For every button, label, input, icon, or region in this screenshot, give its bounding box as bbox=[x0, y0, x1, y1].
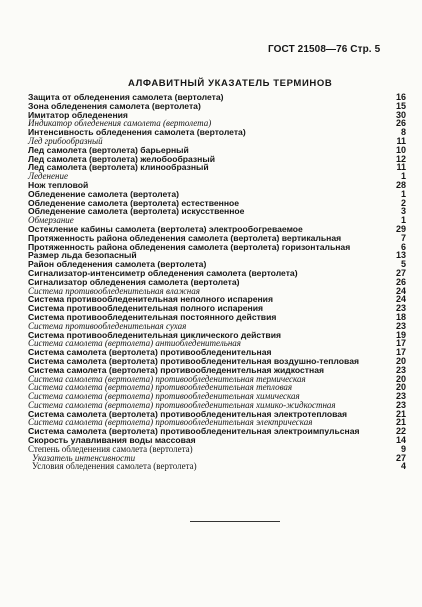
index-page-number: 30 bbox=[395, 109, 406, 120]
index-term: Система противообледенительная полного испарения bbox=[28, 303, 263, 314]
index-page-number: 1 bbox=[400, 188, 406, 199]
index-term: Скорость улавливания воды массовая bbox=[28, 435, 196, 446]
index-term: Имитатор обледенения bbox=[28, 109, 128, 120]
index-term: Система самолета (вертолета) противообледенительная электроимпульсная bbox=[28, 426, 360, 437]
index-term: Протяженность района обледенения самолета (вертолета) вертикальная bbox=[28, 232, 342, 243]
index-page-number: 23 bbox=[395, 320, 406, 331]
term-index-list bbox=[28, 93, 406, 471]
index-term: Сигнализатор обледенения самолета (вертолета) bbox=[28, 276, 240, 287]
index-page-number: 27 bbox=[395, 267, 406, 278]
index-page-number: 6 bbox=[400, 241, 406, 252]
index-page-number: 11 bbox=[396, 135, 406, 146]
index-page-number: 18 bbox=[395, 311, 406, 322]
index-term: Обмерзание bbox=[28, 215, 74, 226]
index-page-number: 12 bbox=[395, 153, 406, 164]
index-term: Обледенение самолета (вертолета) bbox=[28, 188, 180, 199]
index-page-number: 24 bbox=[395, 285, 406, 296]
index-term: Система противообледенительная влажная bbox=[28, 285, 200, 296]
index-page-number: 4 bbox=[400, 461, 406, 472]
index-page-number: 21 bbox=[395, 417, 406, 428]
index-term: Сигнализатор-интенсиметр обледенения самолета (вертолета) bbox=[28, 267, 298, 278]
index-term: Район обледенения самолета (вертолета) bbox=[28, 259, 207, 270]
index-page-number: 17 bbox=[395, 347, 406, 358]
index-entry bbox=[28, 163, 406, 172]
index-term: Условия обледенения самолета (вертолета) bbox=[32, 461, 197, 472]
index-term: Интенсивность обледенения самолета (вертолета) bbox=[28, 127, 246, 138]
index-term: Система самолета (вертолета) противообледенительная тепловая bbox=[28, 382, 293, 393]
index-term: Леденение bbox=[28, 171, 68, 182]
index-term: Система самолета (вертолета) противообледенительная термическая bbox=[28, 373, 306, 384]
index-term: Система самолета (вертолета) противообледенительная химико-жидкостная bbox=[28, 399, 336, 410]
index-page-number: 23 bbox=[395, 364, 406, 375]
index-term: Протяженность района обледенения самолета (вертолета) горизонтальная bbox=[28, 241, 351, 252]
index-page-number: 3 bbox=[400, 206, 406, 217]
index-term: Система противообледенительная неполного испарения bbox=[28, 294, 273, 305]
index-page-number: 27 bbox=[395, 452, 406, 463]
index-page-number: 17 bbox=[395, 338, 406, 349]
index-term: Лед самолета (вертолета) клинообразный bbox=[28, 162, 209, 173]
index-page-number: 23 bbox=[395, 391, 406, 402]
index-entry bbox=[28, 207, 406, 216]
index-term: Зона обледенения самолета (вертолета) bbox=[28, 100, 201, 111]
page-header: ГОСТ 21508—76 Стр. 5 bbox=[268, 44, 381, 55]
index-page-number: 14 bbox=[395, 435, 406, 446]
index-term: Индикатор обледенения самолета (вертолета) bbox=[28, 118, 212, 129]
index-page-number: 5 bbox=[400, 259, 406, 270]
index-page-number: 20 bbox=[395, 373, 406, 384]
index-term: Система самолета (вертолета) противообледенительная bbox=[28, 347, 272, 358]
index-page-number: 21 bbox=[395, 408, 406, 419]
index-term: Указатель интенсивности bbox=[32, 452, 136, 463]
index-page-number: 2 bbox=[400, 197, 406, 208]
index-term: Обледенение самолета (вертолета) естественное bbox=[28, 197, 240, 208]
index-term: Система противообледенительная циклического действия bbox=[28, 329, 281, 340]
index-term: Нож тепловой bbox=[28, 179, 89, 190]
index-page-number: 22 bbox=[395, 426, 406, 437]
index-page-number: 1 bbox=[400, 171, 406, 182]
index-page-number: 15 bbox=[395, 100, 406, 111]
index-term: Размер льда безопасный bbox=[28, 250, 137, 261]
index-page-number: 8 bbox=[400, 127, 406, 138]
index-entry bbox=[28, 462, 406, 471]
index-page-number: 20 bbox=[395, 355, 406, 366]
index-page-number: 26 bbox=[395, 118, 406, 129]
index-term: Система самолета (вертолета) антиобледенительная bbox=[28, 338, 241, 349]
index-page-number: 29 bbox=[395, 223, 406, 234]
index-term: Обледенение самолета (вертолета) искусственное bbox=[28, 206, 245, 217]
index-term: Остекление кабины самолета (вертолета) электрообогреваемое bbox=[28, 223, 303, 234]
index-term: Система самолета (вертолета) противообледенительная электрическая bbox=[28, 417, 313, 428]
index-page-number: 23 bbox=[395, 399, 406, 410]
index-page-number: 10 bbox=[395, 144, 406, 155]
index-page-number: 13 bbox=[395, 250, 406, 261]
index-term: Система самолета (вертолета) противообледенительная электротепловая bbox=[28, 408, 348, 419]
index-page-number: 1 bbox=[400, 215, 406, 226]
index-term: Система самолета (вертолета) противообледенительная жидкостная bbox=[28, 364, 325, 375]
index-page-number: 16 bbox=[395, 92, 406, 102]
index-page-number: 26 bbox=[395, 276, 406, 287]
index-term: Лед самолета (вертолета) желобообразный bbox=[28, 153, 215, 164]
index-term: Лед самолета (вертолета) барьерный bbox=[28, 144, 189, 155]
index-term: Защита от обледенения самолета (вертолета) bbox=[28, 92, 224, 102]
index-title: АЛФАВИТНЫЙ УКАЗАТЕЛЬ ТЕРМИНОВ bbox=[128, 78, 333, 89]
index-page-number: 9 bbox=[400, 443, 406, 454]
index-page-number: 28 bbox=[395, 179, 406, 190]
index-page-number: 19 bbox=[395, 329, 406, 340]
index-page-number: 7 bbox=[400, 232, 406, 243]
index-page-number: 20 bbox=[395, 382, 406, 393]
end-rule bbox=[190, 521, 280, 522]
index-term: Лед грибообразный bbox=[28, 135, 103, 146]
index-term: Система самолета (вертолета) противообледенительная химическая bbox=[28, 391, 300, 402]
index-term: Система противообледенительная сухая bbox=[28, 320, 187, 331]
index-page-number: 11 bbox=[396, 162, 406, 173]
index-term: Степень обледенения самолета (вертолета) bbox=[28, 443, 193, 454]
index-page-number: 24 bbox=[395, 294, 406, 305]
index-term: Система противообледенительная постоянного действия bbox=[28, 311, 277, 322]
index-page-number: 23 bbox=[395, 303, 406, 314]
index-term: Система самолета (вертолета) противообледенительная воздушно-тепловая bbox=[28, 355, 359, 366]
